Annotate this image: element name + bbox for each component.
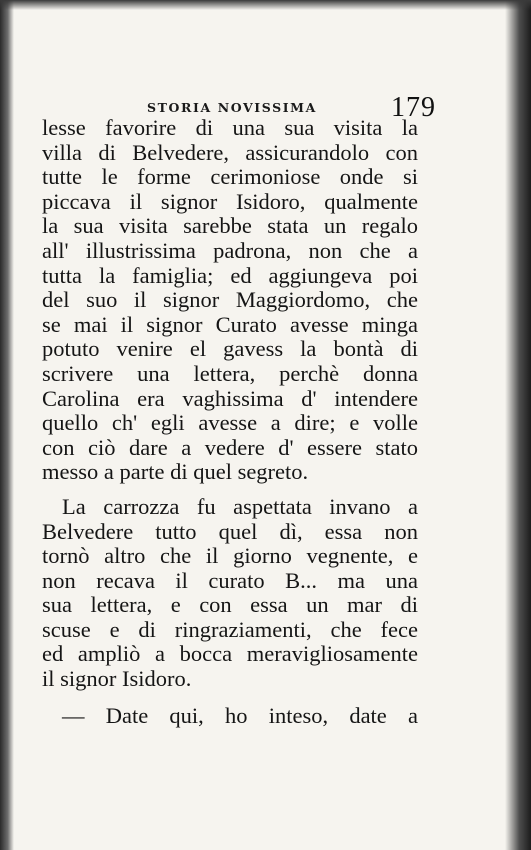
page-number: 179: [391, 92, 436, 123]
text-line: piccava il signor Isidoro, qualmente: [42, 188, 418, 214]
text-line: tornò altro che il giorno vegnente, e: [42, 543, 418, 569]
dialogue-line: — Date qui, ho inteso, date a: [62, 702, 418, 728]
text-line: all' illustrissima padrona, non che a: [42, 237, 418, 263]
text-line: del suo il signor Maggiordomo, che: [42, 287, 418, 313]
scan-edge-top: [0, 0, 531, 10]
text-line: non recava il curato B... ma una: [42, 567, 418, 593]
text-line: con ciò dare a vedere d' essere stato: [42, 434, 418, 460]
text-line: lesse favorire di una sua visita la: [42, 115, 418, 140]
text-line: se mai il signor Curato avesse minga: [42, 311, 418, 337]
text-line: Belvedere tutto quel dì, essa non: [42, 518, 418, 544]
text-line: potuto venire el gavess la bontà di: [42, 336, 418, 362]
scan-edge-left: [0, 0, 14, 850]
body-text: [42, 116, 418, 728]
text-line: la sua visita sarebbe stata un regalo: [42, 213, 418, 239]
text-line: sua lettera, e con essa un mar di: [42, 592, 418, 618]
text-line: ed ampliò a bocca meravigliosamente: [42, 641, 418, 667]
text-line: scuse e di ringraziamenti, che fece: [42, 616, 418, 642]
text-line: scrivere una lettera, perchè donna: [42, 360, 418, 386]
text-line: villa di Belvedere, assicurandolo con: [42, 139, 418, 165]
text-line: Carolina era vaghissima d' intendere: [42, 385, 418, 411]
text-line: quello ch' egli avesse a dire; e volle: [42, 410, 418, 436]
text-line: tutta la famiglia; ed aggiungeva poi: [42, 262, 418, 288]
text-line: messo a parte di quel segreto.: [42, 459, 309, 485]
text-line: tutte le forme cerimoniose onde si: [42, 164, 418, 190]
running-head: STORIA NOVISSIMA: [147, 100, 317, 115]
paragraph-start-line: La carrozza fu aspettata invano a: [62, 493, 418, 519]
text-line: il signor Isidoro.: [42, 666, 192, 692]
scan-edge-right: [505, 0, 531, 850]
